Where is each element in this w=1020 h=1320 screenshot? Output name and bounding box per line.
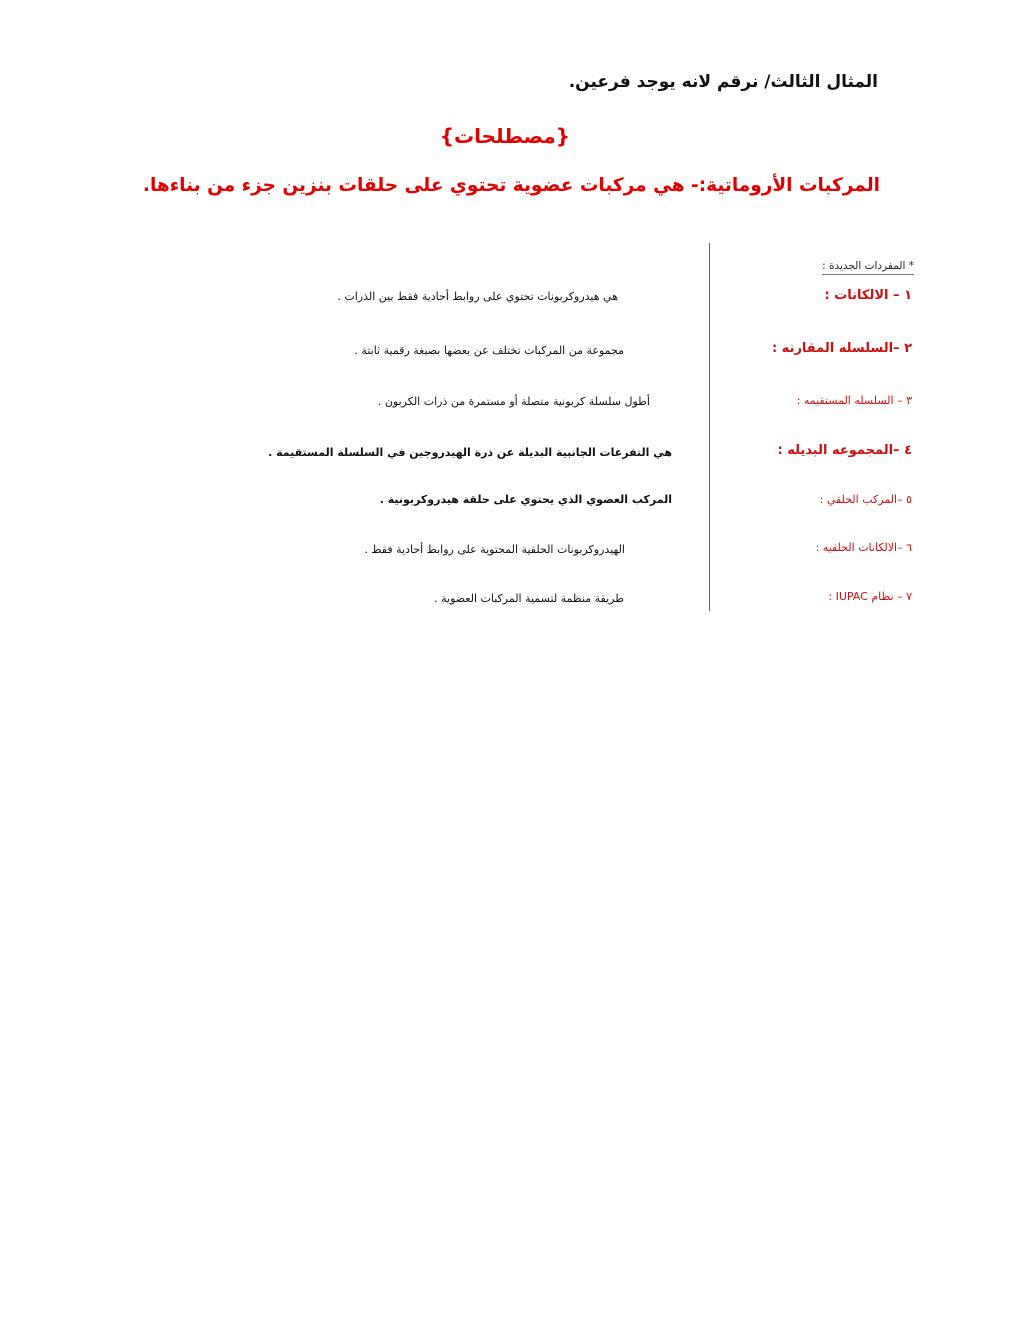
column-divider	[709, 243, 710, 611]
definition-1: هي هيدروكربونات تحتوي على روابط أحادية فقط بين الذرات .	[337, 290, 618, 303]
term-3: ٣ – السلسله المستقيمه :	[796, 394, 912, 407]
vocabulary-title: * المفردات الجديدة :	[822, 260, 914, 275]
term-4: ٤ –المجموعه البديله :	[777, 443, 912, 458]
term-7: ٧ – نظام IUPAC :	[828, 590, 912, 603]
term-2: ٢ –السلسله المقارنه :	[771, 341, 912, 356]
definition-2: مجموعة من المركبات تختلف عن بعضها بصيغة رقمية ثابتة .	[354, 344, 624, 357]
definition-7: طريقة منظمة لتسمية المركبات العضوية .	[434, 592, 624, 605]
definition-3: أطول سلسلة كربونية متصلة أو مستمرة من ذرات الكربون .	[377, 395, 650, 408]
term-6: ٦ –الالكانات الحلقيه :	[815, 541, 912, 554]
section-heading: {مصطلحات}	[439, 124, 570, 148]
definition-4: هي التفرعات الجانبية البديلة عن ذرة الهيدروجين في السلسلة المستقيمة .	[268, 446, 672, 459]
intro-line: المثال الثالث/ نرقم لانه يوجد فرعين.	[568, 72, 878, 92]
definition-5: المركب العضوي الذي يحتوي على حلقة هيدروكربونية .	[379, 493, 672, 506]
term-5: ٥ –المركب الحلقي :	[819, 493, 912, 506]
definition-6: الهيدروكربونات الحلقية المحتوية على روابط أحادية فقط .	[364, 543, 625, 556]
aromatic-definition: المركبات الأروماتية:- هي مركبات عضوية تحتوي على حلقات بنزين جزء من بناءها.	[142, 175, 880, 196]
term-1: ١ – الالكانات :	[824, 288, 912, 303]
